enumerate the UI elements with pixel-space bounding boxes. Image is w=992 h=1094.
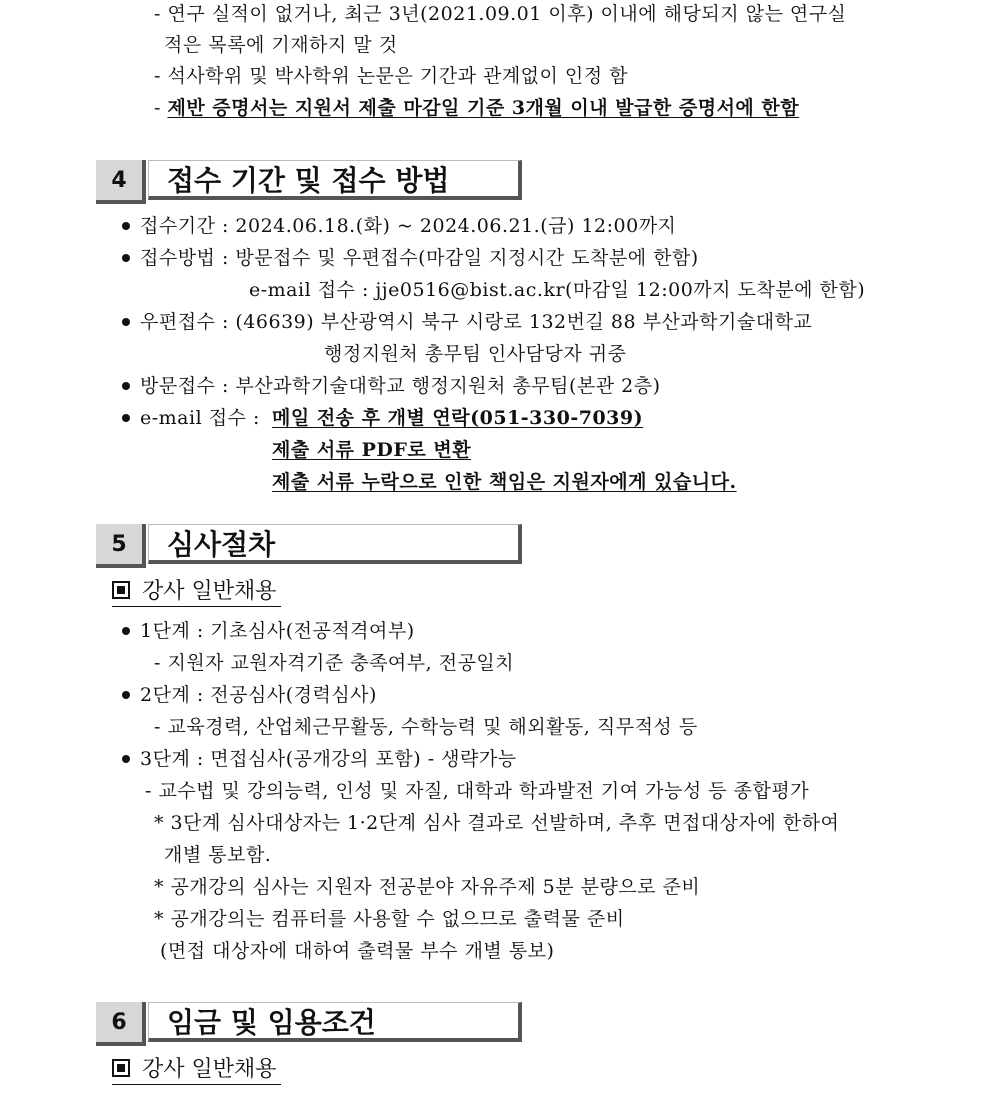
bullet-icon: [122, 222, 130, 230]
subsection-label: 강사 일반채용: [142, 579, 277, 604]
subsection-heading: [112, 578, 281, 607]
note-line-cont: (면접 대상자에 대하여 출력물 부수 개별 통보): [160, 940, 555, 962]
section-title: 심사절차: [148, 524, 522, 564]
thesis-note: - 석사학위 및 박사학위 논문은 기간과 관계없이 인정 함: [154, 65, 629, 87]
email-note: 메일 전송 후 개별 연락(051-330-7039): [272, 407, 644, 429]
bullet-icon: [122, 755, 130, 763]
stage-2-detail: - 교육경력, 산업체근무활동, 수학능력 및 해외활동, 직무적성 등: [154, 716, 698, 738]
bullet-icon: [122, 414, 130, 422]
stage-1-detail: - 지원자 교원자격기준 충족여부, 전공일치: [154, 652, 515, 674]
dash: -: [154, 97, 161, 119]
bullet-icon: [122, 691, 130, 699]
email-note: 제출 서류 누락으로 인한 책임은 지원자에게 있습니다.: [272, 471, 737, 493]
section-title: 임금 및 임용조건: [148, 1002, 522, 1042]
stage-2: 2단계 : 전공심사(경력심사): [140, 684, 377, 706]
bullet-icon: [122, 382, 130, 390]
post-line-cont: 행정지원처 총무팀 인사담당자 귀중: [324, 343, 627, 365]
subsection-label: 강사 일반채용: [142, 1057, 277, 1082]
bullet-icon: [122, 627, 130, 635]
bullet-icon: [122, 254, 130, 262]
stage-3: 3단계 : 면접심사(공개강의 포함) - 생략가능: [140, 748, 517, 770]
section-number: 5: [96, 524, 146, 568]
filled-square-icon: [112, 1059, 130, 1077]
email-label: e-mail 접수 :: [140, 407, 260, 429]
note-line-cont: 개별 통보함.: [164, 844, 272, 866]
requirement-line-cont: 적은 목록에 기재하지 말 것: [164, 34, 398, 56]
note-line: * 공개강의는 컴퓨터를 사용할 수 없으므로 출력물 준비: [154, 908, 625, 930]
method-line: 접수방법 : 방문접수 및 우편접수(마감일 지정시간 도착분에 한함): [140, 247, 699, 269]
visit-line: 방문접수 : 부산과학기술대학교 행정지원처 총무팀(본관 2층): [140, 375, 661, 397]
stage-1: 1단계 : 기초심사(전공적격여부): [140, 620, 415, 642]
certificate-note: [154, 96, 799, 120]
period-line: 접수기간 : 2024.06.18.(화) ~ 2024.06.21.(금) 12:00까지: [140, 215, 677, 237]
stage-3-detail: - 교수법 및 강의능력, 인성 및 자질, 대학과 학과발전 기여 가능성 등 종합평가: [145, 780, 810, 802]
subsection-heading: [112, 1056, 281, 1085]
requirement-line: - 연구 실적이 없거나, 최근 3년(2021.09.01 이후) 이내에 해당되지 않는 연구실: [154, 3, 847, 25]
section-number: 4: [96, 160, 146, 204]
email-note: 제출 서류 PDF로 변환: [272, 439, 472, 461]
bullet-icon: [122, 318, 130, 326]
section-number: 6: [96, 1002, 146, 1046]
certificate-note-text: 제반 증명서는 지원서 제출 마감일 기준 3개월 이내 발급한 증명서에 한함: [167, 97, 800, 119]
note-line: * 공개강의 심사는 지원자 전공분야 자유주제 5분 분량으로 준비: [154, 876, 701, 898]
note-line: * 3단계 심사대상자는 1·2단계 심사 결과로 선발하며, 추후 면접대상자에 한하여: [154, 812, 840, 834]
filled-square-icon: [112, 581, 130, 599]
post-line: 우편접수 : (46639) 부산광역시 북구 시랑로 132번길 88 부산과학기술대학교: [140, 311, 813, 333]
method-email-line: e-mail 접수 : jje0516@bist.ac.kr(마감일 12:00까지 도착분에 한함): [249, 279, 866, 301]
section-title: 접수 기간 및 접수 방법: [148, 160, 522, 200]
